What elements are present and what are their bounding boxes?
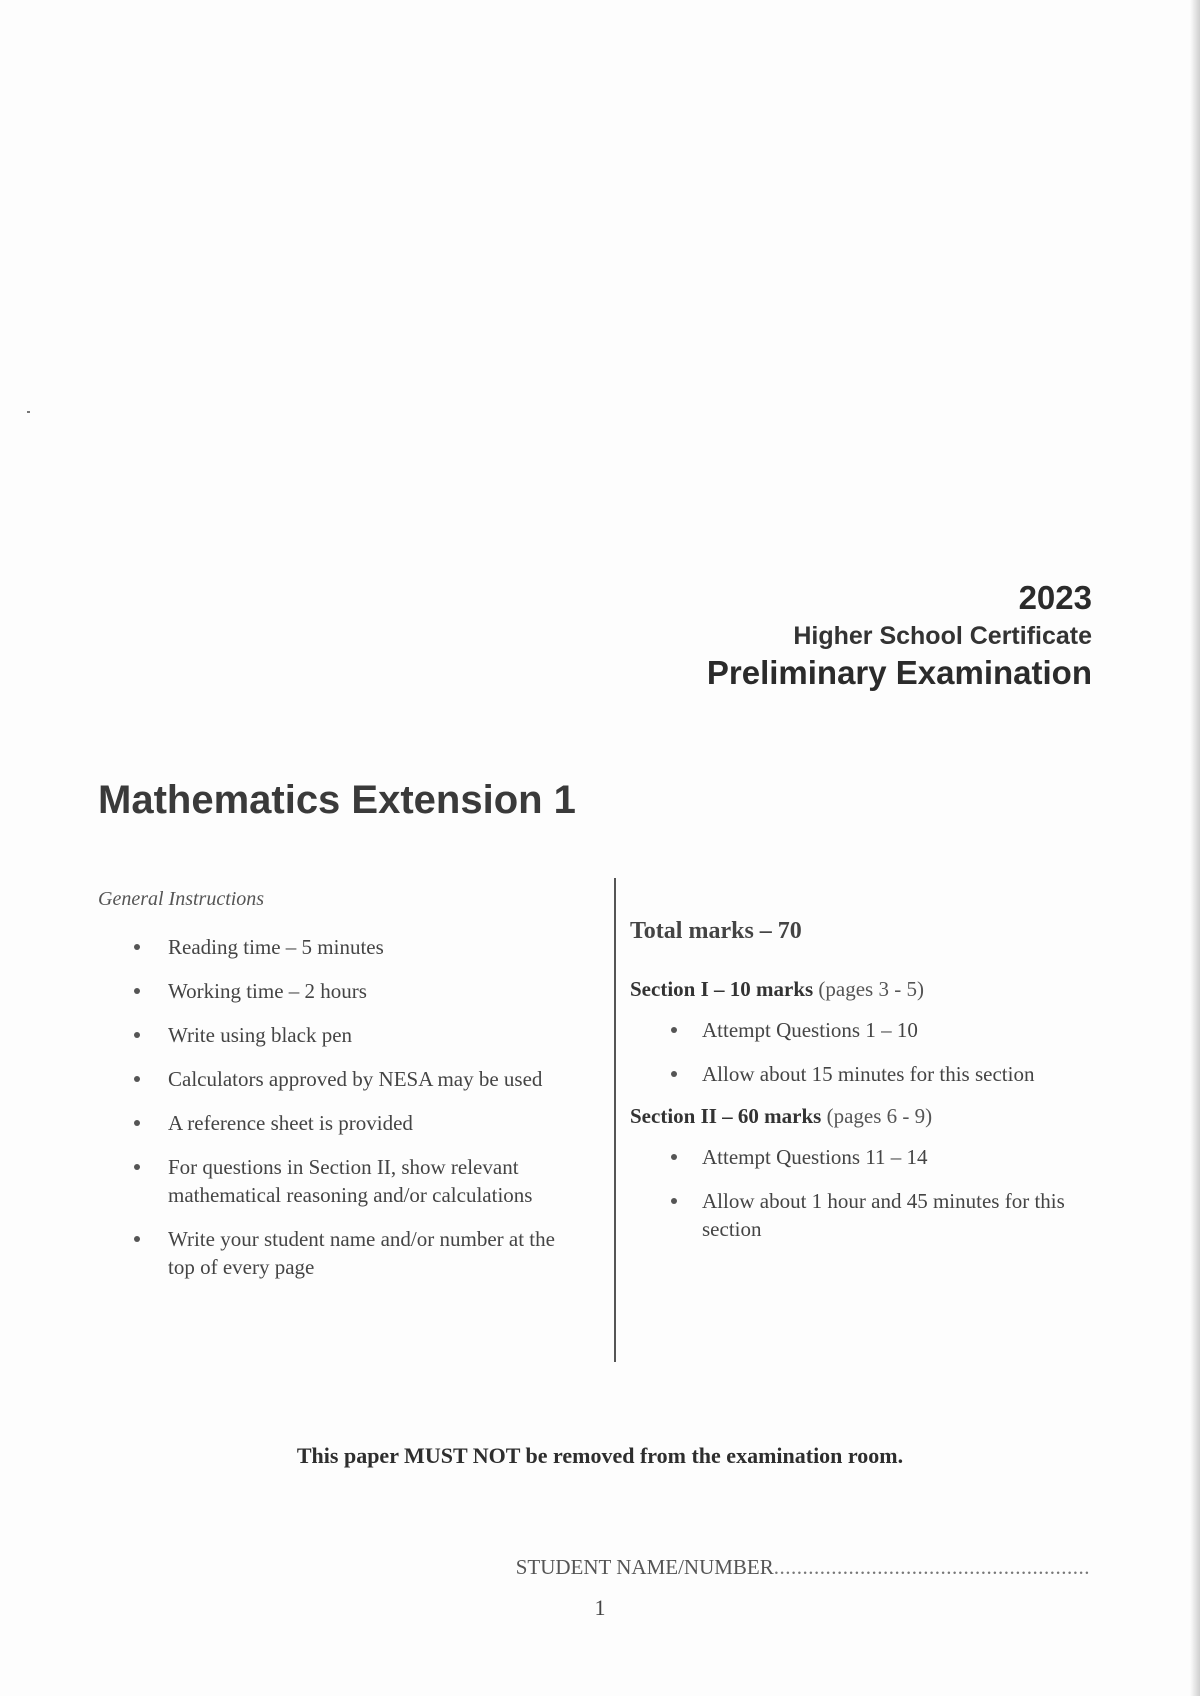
certificate-title: Higher School Certificate bbox=[793, 622, 1092, 650]
bullet-icon bbox=[671, 1027, 677, 1033]
bullet-icon bbox=[671, 1071, 677, 1077]
instruction-item bbox=[98, 933, 578, 961]
scan-speck bbox=[27, 411, 30, 413]
bullet-icon bbox=[134, 988, 140, 994]
section-item-text: Allow about 1 hour and 45 minutes for this section bbox=[702, 1189, 1065, 1241]
marks-summary bbox=[630, 918, 1100, 1259]
instruction-list bbox=[98, 933, 578, 1281]
instruction-text: A reference sheet is provided bbox=[168, 1111, 413, 1135]
section-1-heading bbox=[630, 977, 1100, 1002]
total-marks: Total marks – 70 bbox=[630, 918, 802, 944]
instruction-item bbox=[98, 1225, 578, 1281]
section-2-list bbox=[630, 1143, 1100, 1243]
section-1-label: Section I – 10 marks bbox=[630, 977, 814, 1001]
section-item bbox=[630, 1016, 1100, 1044]
bullet-icon bbox=[671, 1198, 677, 1204]
instruction-item bbox=[98, 977, 578, 1005]
bullet-icon bbox=[134, 1120, 140, 1126]
subject-title: Mathematics Extension 1 bbox=[98, 778, 576, 822]
bullet-icon bbox=[134, 1164, 140, 1170]
page-number: 1 bbox=[594, 1595, 606, 1620]
instruction-item bbox=[98, 1065, 578, 1093]
instruction-item bbox=[98, 1153, 578, 1209]
section-item bbox=[630, 1187, 1100, 1243]
exam-header bbox=[707, 578, 1092, 694]
instruction-item bbox=[98, 1021, 578, 1049]
page-edge-shadow bbox=[1190, 0, 1200, 1696]
instruction-item bbox=[98, 1109, 578, 1137]
instruction-text: For questions in Section II, show relevant mathematical reasoning and/or calculations bbox=[168, 1155, 533, 1207]
bullet-icon bbox=[134, 1076, 140, 1082]
exam-year: 2023 bbox=[1018, 579, 1092, 616]
section-item bbox=[630, 1143, 1100, 1171]
bullet-icon bbox=[134, 1236, 140, 1242]
exam-title: Preliminary Examination bbox=[706, 654, 1092, 691]
bullet-icon bbox=[134, 1032, 140, 1038]
bullet-icon bbox=[671, 1154, 677, 1160]
general-instructions-heading: General Instructions bbox=[98, 888, 265, 910]
instruction-text: Working time – 2 hours bbox=[168, 979, 367, 1003]
student-name-dots: ....................................................... bbox=[773, 1555, 1090, 1579]
section-2-pages: (pages 6 - 9) bbox=[826, 1104, 933, 1128]
section-item-text: Attempt Questions 11 – 14 bbox=[702, 1145, 928, 1169]
section-item-text: Attempt Questions 1 – 10 bbox=[702, 1018, 918, 1042]
removal-notice: This paper MUST NOT be removed from the examination room. bbox=[296, 1443, 904, 1468]
section-1-list bbox=[630, 1016, 1100, 1088]
student-name-label: STUDENT NAME/NUMBER bbox=[515, 1555, 774, 1579]
section-2-label: Section II – 60 marks bbox=[630, 1104, 822, 1128]
general-instructions bbox=[98, 888, 578, 1297]
instruction-text: Write your student name and/or number at the top of every page bbox=[168, 1227, 555, 1279]
student-name-field[interactable] bbox=[516, 1555, 1090, 1580]
bullet-icon bbox=[134, 944, 140, 950]
section-item bbox=[630, 1060, 1100, 1088]
section-1-pages: (pages 3 - 5) bbox=[818, 977, 924, 1001]
section-item-text: Allow about 15 minutes for this section bbox=[702, 1062, 1035, 1086]
instruction-text: Reading time – 5 minutes bbox=[168, 935, 384, 959]
instruction-text: Write using black pen bbox=[168, 1023, 353, 1047]
instruction-text: Calculators approved by NESA may be used bbox=[168, 1067, 543, 1091]
section-2-heading bbox=[630, 1104, 1100, 1129]
column-divider bbox=[614, 878, 616, 1362]
